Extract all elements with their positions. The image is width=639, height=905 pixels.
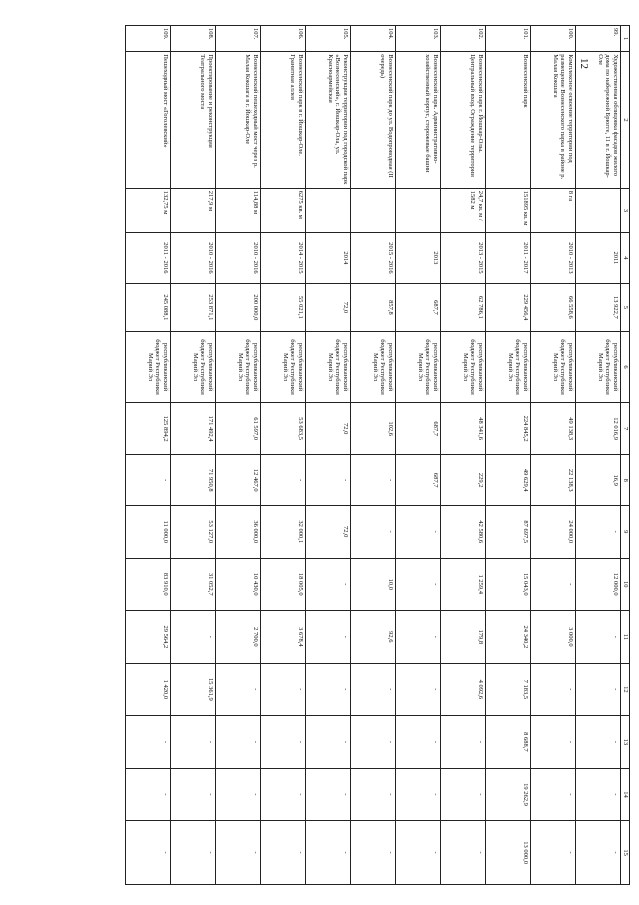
table-cell-name: Комплексное освоение территории под размещение Вознесенского парка в районе р. Малая Кокшага <box>531 52 576 188</box>
table-cell-c8: - <box>126 455 171 506</box>
table-cell-size <box>351 188 396 232</box>
table-cell-name: Вознесенский парк г. Йошкар-Олы. Центральный вход. Ограждение территории <box>441 52 486 188</box>
column-number-cell: 10 <box>621 558 630 611</box>
table-cell-c11: 29 564,2 <box>126 611 171 664</box>
table-cell-c13: - <box>306 716 351 769</box>
table-cell-total: 857,8 <box>351 283 396 332</box>
table-cell-c11: 3 678,4 <box>261 611 306 664</box>
table-cell-c7: 224 845,2 <box>486 402 531 455</box>
table-cell-c10: 10,0 <box>351 558 396 611</box>
table-cell-n: 108. <box>171 26 216 52</box>
rotated-table-container <box>110 25 630 885</box>
table-cell-c7: 72,0 <box>306 402 351 455</box>
table-cell-c14: - <box>396 768 441 821</box>
investment-table <box>125 25 630 885</box>
table-cell-c14: - <box>216 768 261 821</box>
table-row <box>531 26 576 885</box>
table-row <box>486 26 531 885</box>
table-cell-c10: 18 005,0 <box>261 558 306 611</box>
table-cell-name: Вознесенский парк в г. Йошкар-Оле. Гранитная аллея <box>261 52 306 188</box>
table-cell-c12: 4 092,6 <box>441 663 486 716</box>
table-cell-c8: 687,7 <box>396 455 441 506</box>
table-cell-c15: - <box>396 821 441 885</box>
table-cell-period: 2011 - 2016 <box>126 233 171 284</box>
column-number-cell: 13 <box>621 716 630 769</box>
table-cell-c12: - <box>351 663 396 716</box>
table-cell-period: 2013 <box>396 233 441 284</box>
table-cell-total: 253 871,1 <box>171 283 216 332</box>
table-cell-source: республиканский бюджет Республики Марий Эл <box>486 332 531 403</box>
table-cell-c11: - <box>171 611 216 664</box>
table-cell-source: республиканский бюджет Республики Марий Эл <box>576 332 621 403</box>
table-cell-total: 245 088,1 <box>126 283 171 332</box>
table-cell-c12: - <box>531 663 576 716</box>
table-cell-c13: - <box>261 716 306 769</box>
table-cell-n: 102. <box>441 26 486 52</box>
table-cell-size: 8 га <box>531 188 576 232</box>
table-cell-c10: 12 000,0 <box>576 558 621 611</box>
table-cell-period: 2010 - 2016 <box>171 233 216 284</box>
table-cell-c15: - <box>261 821 306 885</box>
table-cell-c11: - <box>306 611 351 664</box>
table-cell-c15: - <box>126 821 171 885</box>
table-cell-c10: 10 430,0 <box>216 558 261 611</box>
table-cell-c12: 7 183,5 <box>486 663 531 716</box>
table-cell-c8: - <box>306 455 351 506</box>
table-cell-c7: 61 597,0 <box>216 402 261 455</box>
table-cell-size: 24,7 кв. м / 1582 м <box>441 188 486 232</box>
table-cell-c8: 22 138,3 <box>531 455 576 506</box>
table-cell-c15: - <box>576 821 621 885</box>
table-row <box>171 26 216 885</box>
table-cell-c9: - <box>396 505 441 558</box>
table-cell-total: 72,0 <box>306 283 351 332</box>
table-cell-c13: 8 688,7 <box>486 716 531 769</box>
table-row <box>261 26 306 885</box>
table-cell-n: 106. <box>261 26 306 52</box>
table-row <box>216 26 261 885</box>
table-cell-name: Вознесенский парк. Административно-хозяйственный корпус, сторожевые башни <box>396 52 441 188</box>
table-cell-n: 99. <box>576 26 621 52</box>
table-cell-period: 2013 - 2015 <box>441 233 486 284</box>
table-cell-c15: - <box>306 821 351 885</box>
table-cell-total: 687,7 <box>396 283 441 332</box>
table-cell-c9: 72,0 <box>306 505 351 558</box>
table-cell-c8: - <box>261 455 306 506</box>
table-cell-total: 62 786,1 <box>441 283 486 332</box>
table-cell-n: 109. <box>126 26 171 52</box>
table-cell-size: 151895 кв. м <box>486 188 531 232</box>
table-cell-c11: - <box>396 611 441 664</box>
table-cell-period: 2011 - 2017 <box>486 233 531 284</box>
table-row <box>396 26 441 885</box>
table-cell-c13: - <box>171 716 216 769</box>
column-number-cell: 11 <box>621 611 630 664</box>
table-cell-c10: - <box>396 558 441 611</box>
table-cell-n: 103. <box>396 26 441 52</box>
table-row <box>441 26 486 885</box>
column-number-cell: 6 <box>621 332 630 403</box>
table-cell-c14: - <box>261 768 306 821</box>
table-cell-c11: 179,8 <box>441 611 486 664</box>
table-cell-total: 55 021,1 <box>261 283 306 332</box>
table-cell-period: 2010 - 2013 <box>531 233 576 284</box>
table-cell-c14: - <box>531 768 576 821</box>
table-cell-name: Пешеходный мост «Гоголевский» <box>126 52 171 188</box>
column-number-cell: 8 <box>621 455 630 506</box>
table-cell-c14: 19 262,9 <box>486 768 531 821</box>
column-number-cell: 12 <box>621 663 630 716</box>
table-cell-name: Вознесенский пешеходный мост через р. Малая Кокшага в г. Йошкар-Оле <box>216 52 261 188</box>
table-cell-c11: 92,6 <box>351 611 396 664</box>
table-cell-source: республиканский бюджет Республики Марий Эл <box>396 332 441 403</box>
column-number-cell: 4 <box>621 233 630 284</box>
table-cell-period: 2010 - 2016 <box>216 233 261 284</box>
table-cell-c7: 125 894,2 <box>126 402 171 455</box>
table-cell-name: Вознесенский парк до ул. Водопроводная (II очередь) <box>351 52 396 188</box>
table-cell-name: Проектирование и реконструкция Театрального моста <box>171 52 216 188</box>
table-cell-total: 13 922,7 <box>576 283 621 332</box>
table-cell-c12: - <box>396 663 441 716</box>
table-cell-c9: - <box>576 505 621 558</box>
table-cell-c13: - <box>351 716 396 769</box>
column-number-cell: 5 <box>621 283 630 332</box>
table-cell-c15: - <box>441 821 486 885</box>
table-cell-n: 107. <box>216 26 261 52</box>
table-cell-period: 2014 <box>306 233 351 284</box>
table-cell-source: республиканский бюджет Республики Марий Эл <box>531 332 576 403</box>
table-cell-c11: 3 000,0 <box>531 611 576 664</box>
table-row <box>351 26 396 885</box>
table-cell-c15: 13 000,0 <box>486 821 531 885</box>
table-cell-size: 6275 кв. м <box>261 188 306 232</box>
table-row <box>576 26 621 885</box>
table-cell-c13: - <box>576 716 621 769</box>
table-cell-c13: - <box>531 716 576 769</box>
table-cell-c7: 48 341,6 <box>441 402 486 455</box>
table-cell-n: 105. <box>306 26 351 52</box>
table-cell-total: 200 000,0 <box>216 283 261 332</box>
table-cell-size <box>306 188 351 232</box>
table-cell-size: 114,88 м <box>216 188 261 232</box>
table-row <box>306 26 351 885</box>
table-cell-c8: - <box>351 455 396 506</box>
table-cell-c9: 32 000,1 <box>261 505 306 558</box>
table-cell-c7: 102,6 <box>351 402 396 455</box>
table-cell-c8: 71 950,8 <box>171 455 216 506</box>
table-cell-source: республиканский бюджет Республики Марий Эл <box>261 332 306 403</box>
table-cell-c15: - <box>351 821 396 885</box>
table-cell-c13: - <box>126 716 171 769</box>
table-cell-c14: - <box>441 768 486 821</box>
table-cell-c14: - <box>171 768 216 821</box>
table-cell-c12: - <box>576 663 621 716</box>
table-cell-c10: 1 259,4 <box>441 558 486 611</box>
table-cell-c9: 36 000,0 <box>216 505 261 558</box>
table-cell-c13: - <box>441 716 486 769</box>
table-cell-c7: 12 016,9 <box>576 402 621 455</box>
column-number-cell: 15 <box>621 821 630 885</box>
table-cell-total: 229 456,4 <box>486 283 531 332</box>
table-cell-c9: 11 000,0 <box>126 505 171 558</box>
table-row <box>126 26 171 885</box>
table-cell-c10: - <box>531 558 576 611</box>
table-cell-c9: 24 000,0 <box>531 505 576 558</box>
table-cell-c7: 53 683,5 <box>261 402 306 455</box>
table-cell-c13: - <box>396 716 441 769</box>
table-cell-c10: 83 910,0 <box>126 558 171 611</box>
table-cell-c10: 15 043,0 <box>486 558 531 611</box>
table-cell-size: 132,75 м <box>126 188 171 232</box>
table-cell-c9: 87 697,5 <box>486 505 531 558</box>
table-cell-c12: - <box>261 663 306 716</box>
column-number-cell: 7 <box>621 402 630 455</box>
table-cell-size <box>576 188 621 232</box>
table-cell-c12: - <box>306 663 351 716</box>
table-cell-c13: - <box>216 716 261 769</box>
table-cell-n: 104. <box>351 26 396 52</box>
column-number-cell: 14 <box>621 768 630 821</box>
table-cell-c7: 49 138,3 <box>531 402 576 455</box>
table-cell-period: 2011 <box>576 233 621 284</box>
table-cell-c8: 16,9 <box>576 455 621 506</box>
table-cell-c15: - <box>171 821 216 885</box>
table-cell-c15: - <box>531 821 576 885</box>
table-cell-source: республиканский бюджет Республики Марий Эл <box>171 332 216 403</box>
table-cell-c14: - <box>126 768 171 821</box>
table-cell-c11: 2 700,0 <box>216 611 261 664</box>
table-cell-source: республиканский бюджет Республики Марий Эл <box>351 332 396 403</box>
table-cell-c10: 31 052,7 <box>171 558 216 611</box>
table-cell-name: Вознесенский парк <box>486 52 531 188</box>
column-number-cell: 1 <box>621 26 630 52</box>
table-cell-source: республиканский бюджет Республики Марий Эл <box>126 332 171 403</box>
table-cell-c8: 229,2 <box>441 455 486 506</box>
table-cell-n: 100. <box>531 26 576 52</box>
column-number-cell: 9 <box>621 505 630 558</box>
table-cell-c14: - <box>351 768 396 821</box>
table-cell-source: республиканский бюджет Республики Марий Эл <box>306 332 351 403</box>
table-cell-n: 101. <box>486 26 531 52</box>
table-cell-size: 217,9 м <box>171 188 216 232</box>
table-cell-c15: - <box>216 821 261 885</box>
table-cell-total: 66 558,6 <box>531 283 576 332</box>
table-body <box>126 26 621 885</box>
table-cell-source: республиканский бюджет Республики Марий Эл <box>441 332 486 403</box>
table-cell-size <box>396 188 441 232</box>
column-number-cell: 2 <box>621 52 630 188</box>
table-cell-c7: 687,7 <box>396 402 441 455</box>
table-cell-c9: 42 580,6 <box>441 505 486 558</box>
table-cell-c10: - <box>306 558 351 611</box>
table-cell-c9: 53 127,0 <box>171 505 216 558</box>
table-cell-c9: - <box>351 505 396 558</box>
table-cell-period: 2014 - 2015 <box>261 233 306 284</box>
table-cell-name: Художественная облицовка фасадов жилого дома по набережной Брюгге, 11 в г. Йошкар-Оле <box>576 52 621 188</box>
table-cell-c12: 1 420,0 <box>126 663 171 716</box>
column-number-cell: 3 <box>621 188 630 232</box>
table-cell-name: Реконструкция территории под городской парк «Вознесенский», г. Йошкар-Ола, ул. Красноармейская <box>306 52 351 188</box>
table-cell-c11: 24 340,2 <box>486 611 531 664</box>
table-cell-c11: - <box>576 611 621 664</box>
table-cell-c12: - <box>216 663 261 716</box>
table-cell-c8: 12 467,0 <box>216 455 261 506</box>
page-number: 12 <box>578 58 590 69</box>
column-number-row <box>621 26 630 885</box>
table-cell-c7: 171 492,4 <box>171 402 216 455</box>
table-cell-period: 2015 - 2016 <box>351 233 396 284</box>
table-cell-source: республиканский бюджет Республики Марий Эл <box>216 332 261 403</box>
table-cell-c12: 15 361,9 <box>171 663 216 716</box>
table-cell-c8: 49 629,4 <box>486 455 531 506</box>
table-cell-c14: - <box>306 768 351 821</box>
table-cell-c14: - <box>576 768 621 821</box>
